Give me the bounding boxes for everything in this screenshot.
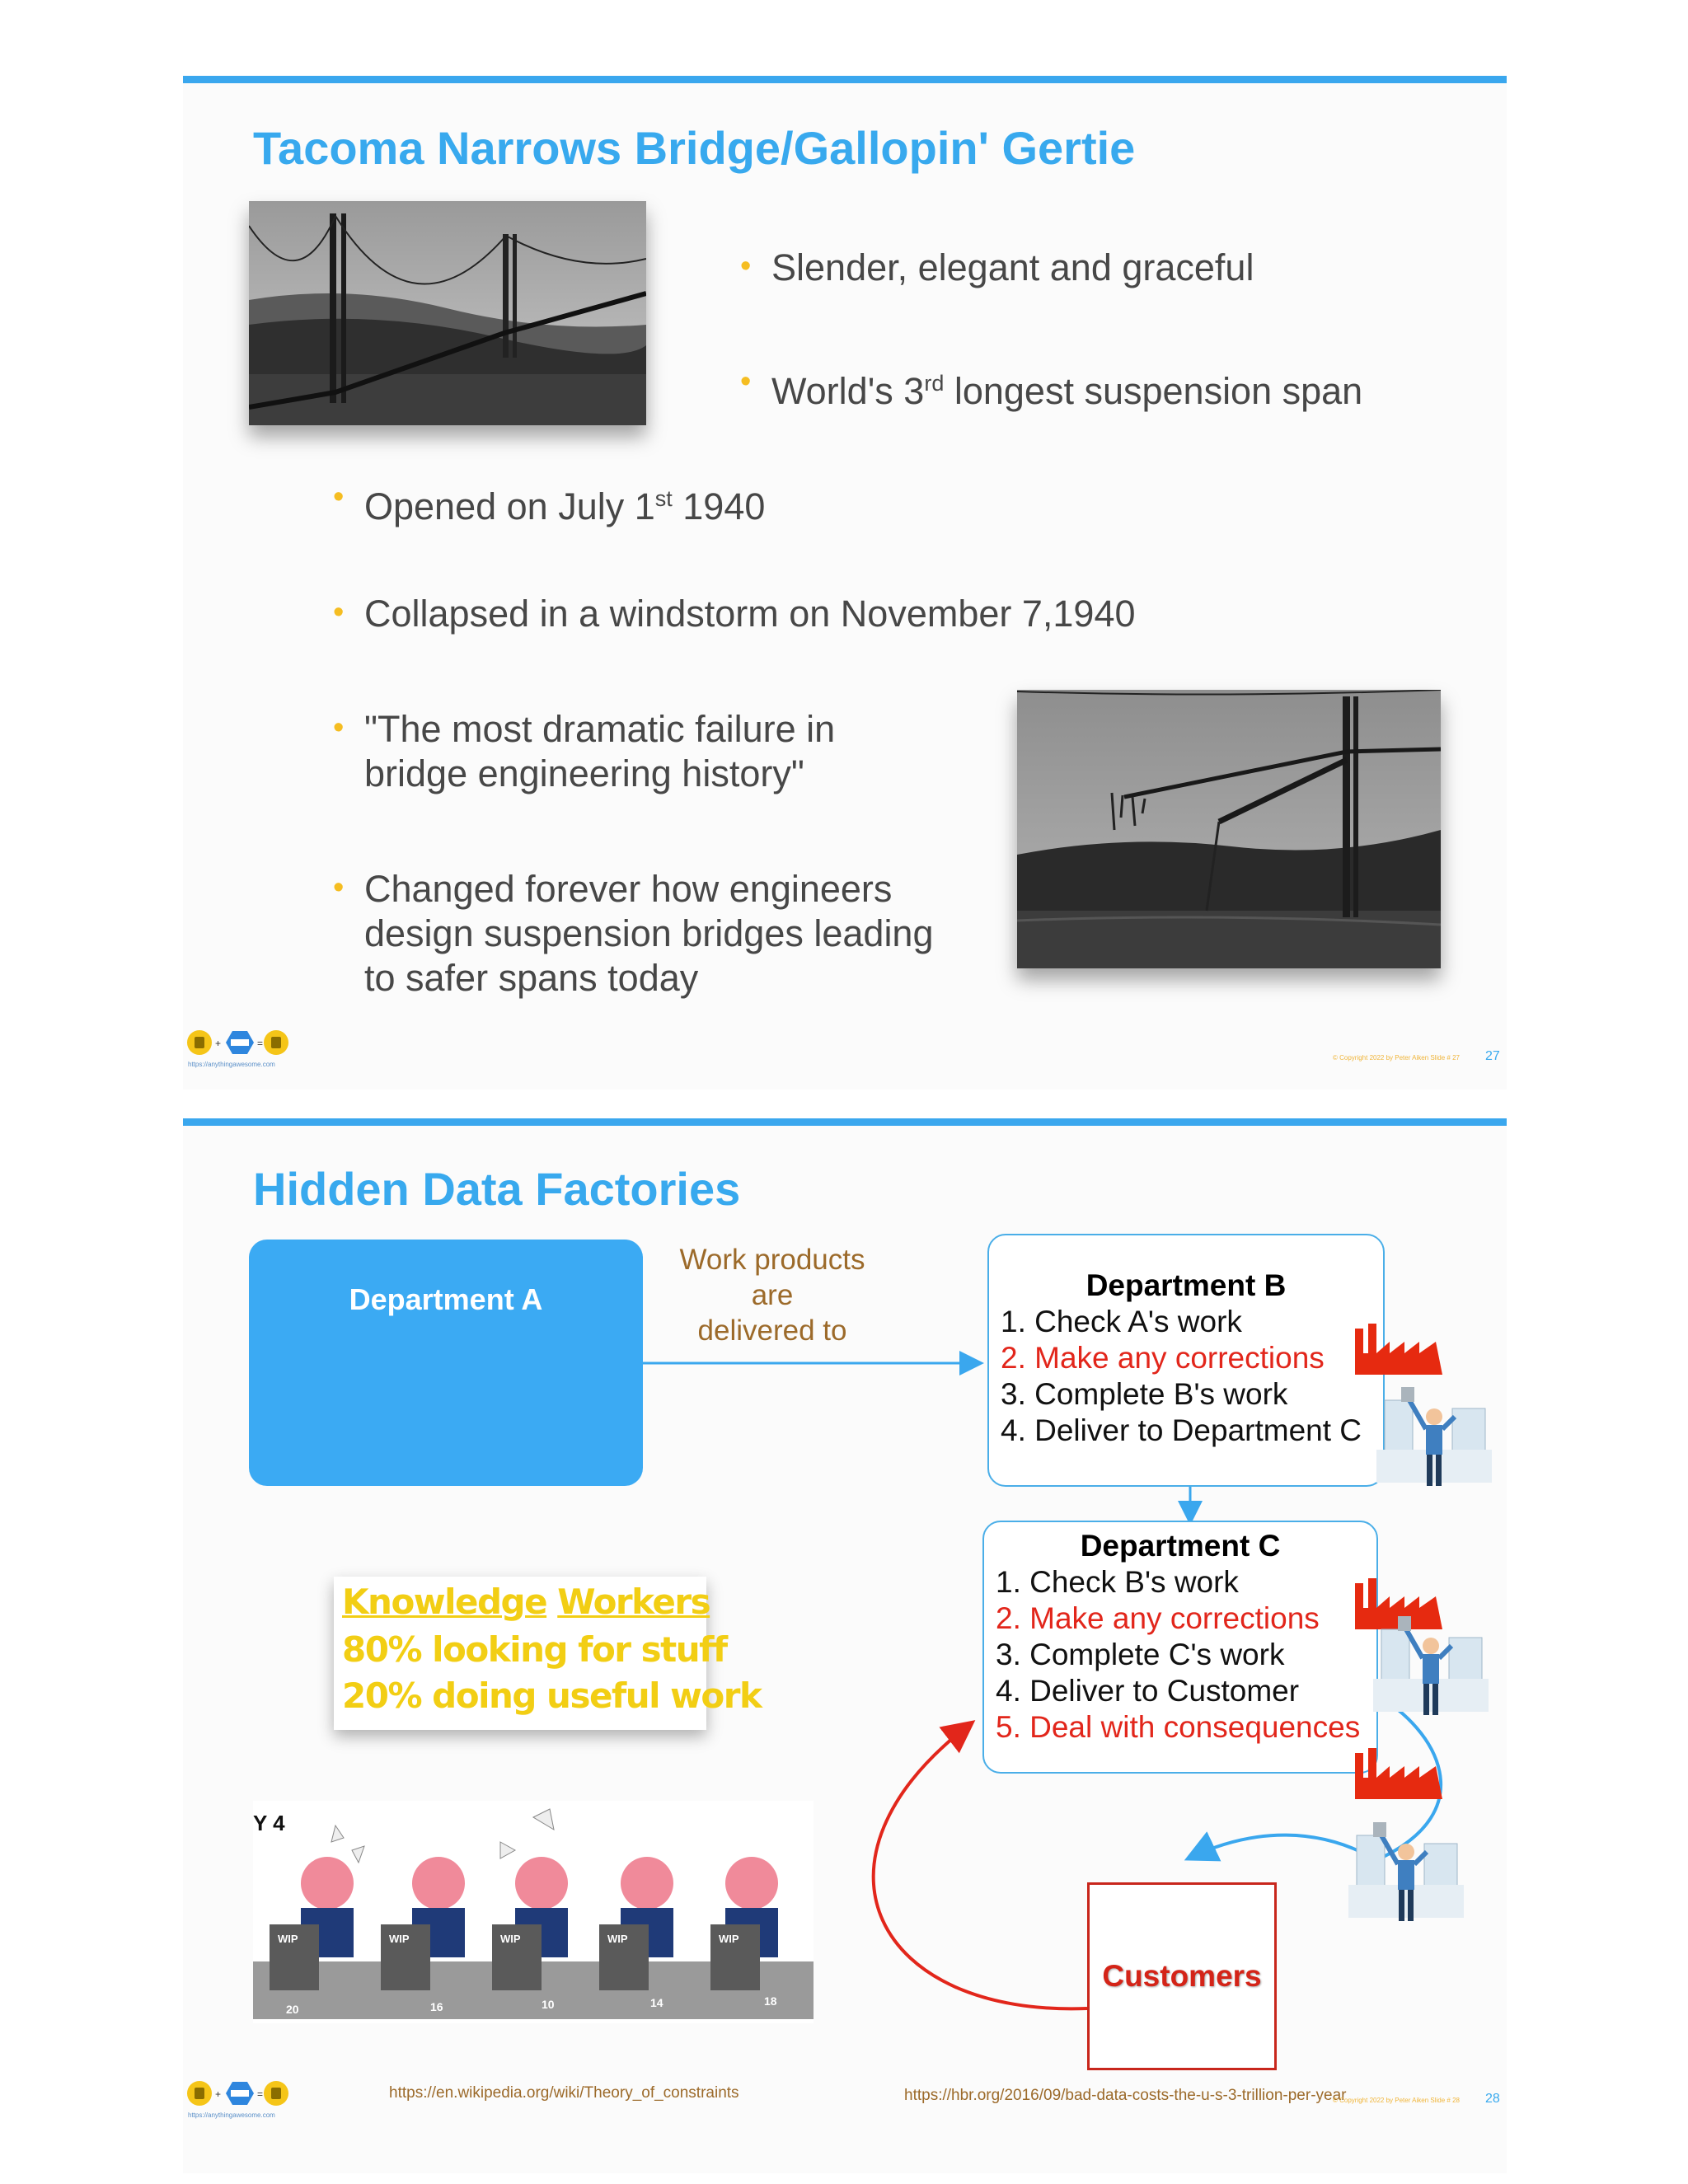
svg-text:20: 20 (286, 2003, 299, 2016)
logo-url: https://anythingawesome.com (188, 2111, 275, 2119)
svg-text:WIP: WIP (278, 1933, 298, 1945)
source-link[interactable]: https://en.wikipedia.org/wiki/Theory_of_constraints (389, 2084, 739, 2102)
bullet-dot-icon: • (333, 870, 345, 905)
svg-text:=: = (257, 2088, 264, 2100)
footer-copyright: © Copyright 2022 by Peter Aiken Slide # 28 (1333, 2097, 1460, 2104)
slide-title: Tacoma Narrows Bridge/Gallopin' Gertie (253, 122, 1136, 174)
stressed-worker-icon (1376, 1384, 1492, 1499)
bullet-item: • Slender, elegant and graceful (771, 246, 1254, 290)
svg-text:14: 14 (650, 1996, 663, 2009)
logo-url: https://anythingawesome.com (188, 1061, 275, 1068)
page-number: 28 (1485, 2092, 1500, 2106)
dept-c-step: 5. Deal with consequences (996, 1710, 1361, 1744)
dept-b-step: 1. Check A's work (1001, 1305, 1242, 1338)
svg-text:=: = (257, 1038, 264, 1049)
department-c-title: Department C (1080, 1529, 1281, 1563)
bullet-dot-icon: • (740, 364, 752, 399)
slide-top-bar (183, 76, 1507, 83)
bullet-item: • Collapsed in a windstorm on November 7,1940 (364, 592, 1136, 636)
dept-c-step: 3. Complete C's work (996, 1638, 1285, 1671)
svg-text:WIP: WIP (719, 1933, 739, 1945)
source-link[interactable]: https://hbr.org/2016/09/bad-data-costs-the-u-s-3-trillion-per-year (904, 2087, 1347, 2104)
department-a-label: Department A (349, 1282, 543, 1316)
factory-icon (1353, 1320, 1444, 1376)
svg-text:Y 4: Y 4 (253, 1811, 285, 1835)
collapsed-bridge-photo (1017, 690, 1441, 968)
customers-box (1087, 1882, 1277, 2070)
dept-c-step: 2. Make any corrections (996, 1601, 1320, 1635)
bullet-dot-icon: • (333, 710, 345, 745)
department-a-box (249, 1240, 643, 1486)
svg-text:16: 16 (430, 2000, 443, 2013)
wip-cartoon (253, 1801, 814, 2023)
knowledge-workers-callout: Knowledge Workers 80% looking for stuff 20% doing useful work (334, 1577, 706, 1730)
bullet-dot-icon: • (333, 595, 345, 630)
stressed-worker-icon (1348, 1819, 1464, 1934)
bullet-item: • World's 3rd longest suspension span (771, 361, 1362, 414)
bullet-dot-icon: • (740, 249, 752, 284)
slide-hidden-data-factories (183, 1118, 1507, 2173)
company-logo (183, 2079, 298, 2128)
dept-c-step: 4. Deliver to Customer (996, 1674, 1300, 1708)
bullet-dot-icon: • (333, 480, 345, 514)
factory-icon (1353, 1745, 1444, 1801)
page-number: 27 (1485, 1049, 1500, 1063)
bullet-item: • Changed forever how engineers design suspension bridges leading to safer spans today (364, 867, 934, 1001)
dept-b-step: 3. Complete B's work (1001, 1377, 1288, 1411)
dept-c-step: 1. Check B's work (996, 1565, 1239, 1599)
customers-label: Customers (1102, 1959, 1262, 1993)
department-b-box (987, 1234, 1385, 1487)
company-logo (183, 1028, 298, 1077)
bullet-item: • "The most dramatic failure in bridge engineering history" (364, 707, 835, 796)
svg-text:WIP: WIP (607, 1933, 628, 1945)
flow-note: Work products are delivered to (679, 1244, 865, 1347)
stressed-worker-icon (1373, 1613, 1489, 1728)
footer-copyright: © Copyright 2022 by Peter Aiken Slide # 27 (1333, 1054, 1460, 1062)
dept-b-step: 4. Deliver to Department C (1001, 1413, 1362, 1447)
department-c-box (982, 1521, 1378, 1774)
bridge-photo (249, 201, 646, 425)
slide-title: Hidden Data Factories (253, 1163, 741, 1215)
svg-text:18: 18 (764, 1994, 777, 2008)
bullet-item: • Opened on July 1st 1940 (364, 476, 765, 529)
svg-text:+: + (215, 1038, 222, 1049)
svg-text:10: 10 (542, 1998, 555, 2011)
slide-tacoma (183, 76, 1507, 1090)
svg-text:+: + (215, 2088, 222, 2100)
svg-text:WIP: WIP (500, 1933, 521, 1945)
svg-text:WIP: WIP (389, 1933, 410, 1945)
department-b-title: Department B (1085, 1268, 1287, 1302)
dept-b-step: 2. Make any corrections (1001, 1341, 1325, 1375)
